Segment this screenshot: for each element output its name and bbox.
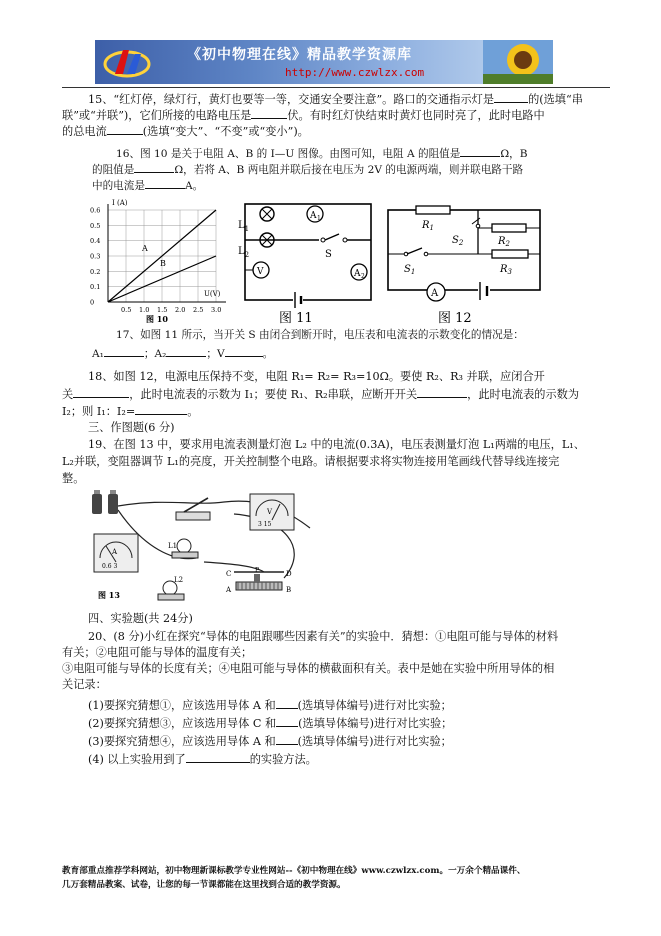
fig11-lamp-l1: [260, 207, 274, 221]
fig12-ammeter: [427, 283, 445, 301]
fig11-voltmeter: [245, 262, 269, 278]
svg-text:0.6 3: 0.6 3: [102, 563, 118, 570]
fig12-battery: [478, 282, 490, 300]
fig11-battery: [293, 292, 303, 308]
q16-blank3[interactable]: [145, 178, 185, 189]
fig10-ytick-label: 0.1: [90, 283, 101, 292]
footer-line1: 教育部重点推荐学科网站，初中物理新课标教学专业性网站--《初中物理在线》www.czwlzx.com。一万余个精品课件、: [62, 866, 526, 876]
fig10-caption: 图 10: [146, 314, 168, 324]
header-rule: [62, 87, 610, 88]
q16-line1: 16、图 10 是关于电阻 A、B 的 I—U 图像。由图可知，电阻 A 的阻值是 Ω，B: [116, 148, 528, 160]
fig10-xtick-label: 1.5: [157, 306, 168, 314]
fig10-xtick-label: 0.5: [121, 306, 132, 314]
fig11-label-l2: $L_2$: [238, 246, 250, 259]
svg-text:V: V: [267, 508, 273, 516]
figure-12-circuit: [382, 200, 546, 325]
q18-line2: 关 ，此时电流表的示数为 I₁；要使 R₁、R₂串联，应断开开关 ，此时电流表的示数为: [62, 388, 580, 401]
fig12-switch-s2: [452, 218, 480, 247]
q17-blank-a1[interactable]: [104, 346, 144, 357]
q15-line2: 联”或“并联”)，它们所接的电路电压是 伏。有时红灯快结束时黄灯也同时亮了，此时电路中: [62, 109, 545, 122]
fig12-switch-s1: [388, 248, 492, 276]
fig13-lamp-l2: [158, 576, 184, 600]
svg-text:P: P: [255, 567, 260, 574]
fig10-ytick-label: 0.4: [90, 237, 101, 246]
q16-line3: 中的电流是 A。: [92, 180, 204, 192]
q15-blank3[interactable]: [107, 124, 143, 135]
q20-blank1[interactable]: [276, 698, 298, 709]
figure-11-circuit: [235, 200, 377, 325]
fig10-xtick-label: 2.0: [175, 306, 186, 314]
q20-line3: ③电阻可能与导体的长度有关；④电阻可能与导体的横截面积有关。表中是她在实验中所用导体的相: [62, 662, 555, 675]
q20-part3: (3)要探究猜想④，应该选用导体 A 和 (选填导体编号)进行对比实验；: [88, 735, 452, 748]
fig12-caption: 图 12: [438, 311, 472, 325]
fig13-rheostat: [225, 567, 292, 594]
fig10-ytick-label: 0.5: [90, 221, 101, 230]
q19-line1: 19、在图 13 中，要求用电流表测量灯泡 L₂ 中的电流(0.3A)，电压表测量灯泡 L₁两端的电压，L₁、: [88, 438, 585, 451]
fig10-xlabel: U(V): [204, 290, 221, 298]
svg-text:A: A: [112, 548, 118, 556]
fig11-label-l1: $L_1$: [238, 220, 250, 233]
series-b-label: B: [160, 259, 166, 268]
svg-text:A: A: [310, 211, 317, 221]
sunflower-icon: [483, 40, 553, 84]
q20-blank4[interactable]: [186, 752, 250, 763]
q19-line3: 整。: [62, 472, 85, 485]
site-logo-icon: [101, 44, 153, 80]
fig10-xtick-label: 1.0: [139, 306, 150, 314]
fig12-resistor-r1: [416, 206, 450, 232]
fig10-xtick-label: 2.5: [193, 306, 204, 314]
svg-text:A: A: [226, 586, 232, 594]
header-banner: [95, 40, 553, 84]
q18-blank1[interactable]: [73, 387, 129, 398]
svg-text:D: D: [286, 570, 292, 578]
fig10-ytick-label: 0: [90, 298, 95, 307]
q20-line4: 关记录：: [62, 678, 107, 691]
svg-text:R3: $R_3$: [500, 264, 512, 276]
q15-blank1[interactable]: [494, 92, 528, 103]
svg-text:B: B: [286, 586, 292, 594]
svg-text:1: 1: [317, 215, 321, 222]
q20-line2: 有关；②电阻可能与导体的温度有关；: [62, 646, 253, 659]
footer-line2: 几万套精品教案、试卷，让您的每一节课都能在这里找到合适的教学资源。: [62, 880, 346, 890]
fig13-ammeter: [94, 534, 138, 572]
svg-text:S1: $S_1$: [404, 264, 416, 276]
svg-text:L2: L2: [174, 576, 184, 584]
q17-blank-v[interactable]: [225, 346, 263, 357]
q16-line2: 的阻值是 Ω，若将 A、B 两电阻并联后接在电压为 2V 的电源两端，则并联电路干路: [92, 164, 524, 176]
q17-line1: 17、如图 11 所示，当开关 S 由闭合到断开时，电压表和电流表的示数变化的情况是：: [116, 329, 524, 341]
svg-text:2: 2: [361, 273, 365, 280]
fig10-ytick-label: 0.3: [90, 252, 101, 261]
q18-line1: 18、如图 12，电源电压保持不变，电阻 R₁= R₂= R₃=10Ω。要使 R₂、R₃ 并联，应闭合开: [88, 370, 545, 383]
series-a-label: A: [142, 244, 148, 253]
fig13-switch: [176, 498, 210, 520]
svg-text:L1: L1: [168, 542, 178, 550]
q16-blank2[interactable]: [134, 162, 174, 173]
fig11-ammeter-a2: [351, 264, 367, 280]
q20-blank3[interactable]: [276, 734, 298, 745]
section-3-heading: 三、作图题(6 分): [88, 421, 175, 434]
q18-line3: I₂；则 I₁：I₂= 。: [62, 405, 199, 418]
section-4-heading: 四、实验题(共 24分): [88, 612, 193, 625]
q19-line2: L₂并联，变阻器调节 L₁的亮度，开关控制整个电路。请根据要求将实物连接用笔画线代替导线连接完: [62, 455, 560, 468]
q20-blank2[interactable]: [276, 716, 298, 727]
q20-part4: (4) 以上实验用到了 的实验方法。: [88, 753, 317, 766]
fig11-caption: 图 11: [279, 311, 313, 325]
svg-text:R1: $R_1$: [422, 220, 434, 232]
figure-13-apparatus: [84, 488, 316, 610]
svg-text:S2: $S_2$: [452, 235, 464, 247]
header-url[interactable]: http://www.czwlzx.com: [285, 66, 425, 79]
svg-text:3 15: 3 15: [258, 521, 272, 528]
fig13-caption: 图 13: [98, 590, 120, 600]
svg-text:V: V: [257, 267, 264, 277]
svg-text:A: A: [431, 288, 439, 299]
svg-text:A: A: [354, 269, 361, 279]
q20-part1: (1)要探究猜想①，应该选用导体 A 和 (选填导体编号)进行对比实验；: [88, 699, 452, 712]
svg-text:C: C: [226, 570, 232, 578]
q18-blank2[interactable]: [417, 387, 467, 398]
svg-text:S: S: [325, 249, 332, 260]
fig12-resistor-r3: [492, 250, 540, 276]
q17-line2: A₁ ；A₂ ；V 。: [92, 348, 274, 360]
header-title: 《初中物理在线》精品教学资源库: [187, 47, 412, 63]
q20-part2: (2)要探究猜想③，应该选用导体 C 和 (选填导体编号)进行对比实验；: [88, 717, 453, 730]
fig11-ammeter-a1: [307, 206, 323, 222]
q18-blank3[interactable]: [135, 404, 187, 415]
q20-line1: 20、(8 分)小红在探究“导体的电阻跟哪些因素有关”的实验中．猜想：①电阻可能与导体的材料: [88, 630, 559, 643]
fig10-ytick-label: 0.2: [90, 267, 101, 276]
q15-blank2[interactable]: [251, 108, 287, 119]
fig10-ylabel: I (A): [112, 199, 128, 207]
q15-line1: 15、“红灯停，绿灯行，黄灯也要等一等，交通安全要注意”。路口的交通指示灯是 的(选填“串: [88, 93, 583, 106]
figure-10-iu-graph: [84, 196, 234, 326]
fig13-voltmeter: [250, 494, 294, 530]
q17-blank-a2[interactable]: [166, 346, 206, 357]
fig12-resistor-r2: [492, 224, 526, 248]
fig10-ytick-label: 0.6: [90, 206, 101, 215]
fig13-lamp-l1: [168, 539, 198, 558]
q15-line3: 的总电流 (选填“变大”、“不变”或“变小”)。: [62, 125, 309, 138]
fig11-switch: [295, 234, 371, 260]
fig10-xtick-label: 3.0: [211, 306, 222, 314]
svg-text:R2: $R_2$: [498, 236, 510, 248]
q16-blank1[interactable]: [460, 146, 500, 157]
fig13-battery-pack: [92, 490, 118, 514]
